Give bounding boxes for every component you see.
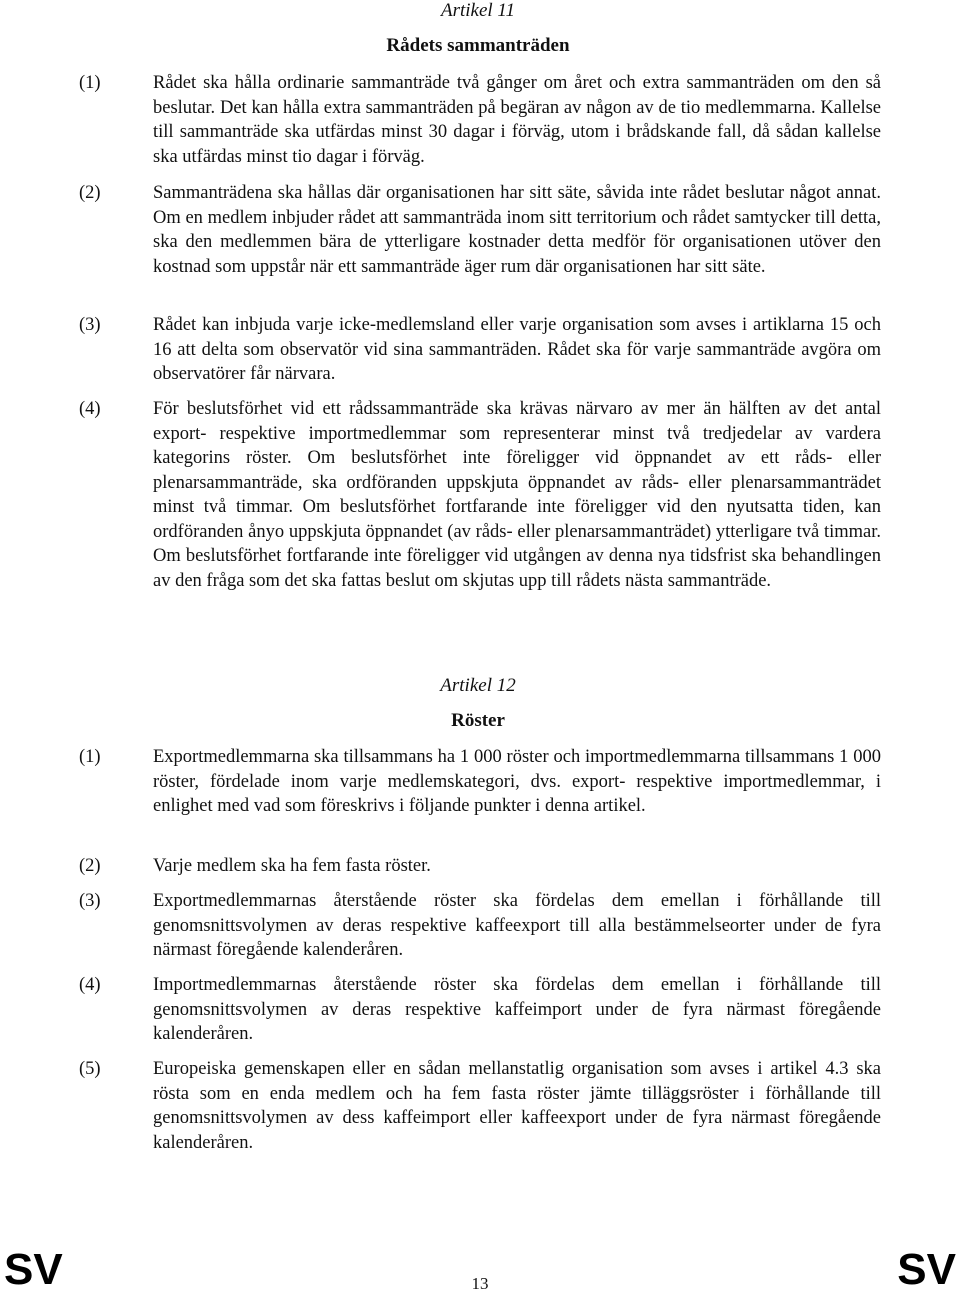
paragraph-text: Sammanträdena ska hållas där organisationen har sitt säte, såvida inte rådet beslutar något annat. Om en medlem inbjuder rådet att sammanträda inom sitt territorium och rådet samtycker till detta, ska den medlemmen bära de ytterligare kostnader detta medför för organisationen utöver den kostnad som uppstår när ett sammanträde äger rum där organisationen har sitt säte. bbox=[153, 183, 881, 277]
paragraph-number: (3) bbox=[79, 891, 101, 911]
paragraph-text: Europeiska gemenskapen eller en sådan mellanstatlig organisation som avses i artikel 4.3 ska rösta som en enda medlem och ha fem fasta röster jämte tilläggsröster i förhållande till genomsnittsvolymen av dess kaffeimport eller kaffeexport under de fyra närmast föregående kalenderåren. bbox=[153, 1059, 881, 1153]
language-code-left: SV bbox=[4, 1245, 63, 1294]
paragraph-text: Rådet ska hålla ordinarie sammanträde två gånger om året och extra sammanträden om den så beslutar. Det kan hålla extra sammanträden på begäran av någon av de tio medlemmarna. Kallelse till sammanträde ska utfärdas minst 30 dagar i förväg, utom i brådskande fall, då sådan kallelse ska utfärdas minst tio dagar i förväg. bbox=[153, 73, 881, 167]
paragraph-text: Importmedlemmarnas återstående röster ska fördelas dem emellan i förhållande till genomsnittsvolymen av deras respektive kaffeimport under de fyra närmast föregående kalenderåren. bbox=[153, 975, 881, 1044]
paragraph-text: Exportmedlemmarnas återstående röster ska fördelas dem emellan i förhållande till genomsnittsvolymen av deras respektive kaffeexport till alla bestämmelseorter under de fyra närmast föregående kalenderåren. bbox=[153, 891, 881, 960]
paragraph-number: (1) bbox=[79, 73, 101, 93]
paragraph-number: (4) bbox=[79, 399, 101, 419]
paragraph-text: Rådet kan inbjuda varje icke-medlemsland eller varje organisation som avses i artiklarna 15 och 16 att delta som observatör vid sina sammanträden. Rådet ska för varje sammanträde avgöra om observatörer får närvara. bbox=[153, 315, 881, 384]
paragraph-text: För beslutsförhet vid ett rådssammanträde ska krävas närvaro av mer än hälften av det antal export- respektive importmedlemmar som representerar minst två tredjedelar av vardera kategorins röster. Om beslutsförhet inte föreligger vid öppnandet av ett råds- eller plenarsammanträde, ska ordföranden uppskjuta öppnandet av råds- eller plenarsammanträdet minst två timmar. Om beslutsförhet fortfarande inte föreligger vid den nyutsatta tiden, kan ordföranden ånyo uppskjuta öppnandet (av råds- eller plenarsammanträdet) ytterligare två timmar. Om beslutsförhet fortfarande inte föreligger vid utgången av denna nya tidsfrist ska behandlingen av den fråga som det ska fattas beslut om skjutas upp till rådets nästa sammanträde. bbox=[153, 399, 881, 591]
language-code-right: SV bbox=[897, 1245, 956, 1294]
paragraph-text: Exportmedlemmarna ska tillsammans ha 1 000 röster och importmedlemmarna tillsammans 1 000 röster, fördelade inom varje medlemskategori, dvs. export- respektive importmedlemmar, i enlighet med vad som föreskrivs i följande punkter i denna artikel. bbox=[153, 747, 881, 816]
paragraph-text: Varje medlem ska ha fem fasta röster. bbox=[153, 856, 431, 876]
paragraph-number: (3) bbox=[79, 315, 101, 335]
article-11-title: Rådets sammanträden bbox=[386, 35, 570, 56]
paragraph-number: (2) bbox=[79, 856, 101, 876]
article-12-title: Röster bbox=[451, 710, 505, 731]
article-12-heading: Artikel 12 bbox=[440, 675, 516, 696]
paragraph-number: (5) bbox=[79, 1059, 101, 1079]
paragraph-number: (1) bbox=[79, 747, 101, 767]
page-number: 13 bbox=[471, 1274, 489, 1293]
paragraph-number: (4) bbox=[79, 975, 101, 995]
article-11-heading: Artikel 11 bbox=[440, 0, 516, 21]
paragraph-number: (2) bbox=[79, 183, 101, 203]
